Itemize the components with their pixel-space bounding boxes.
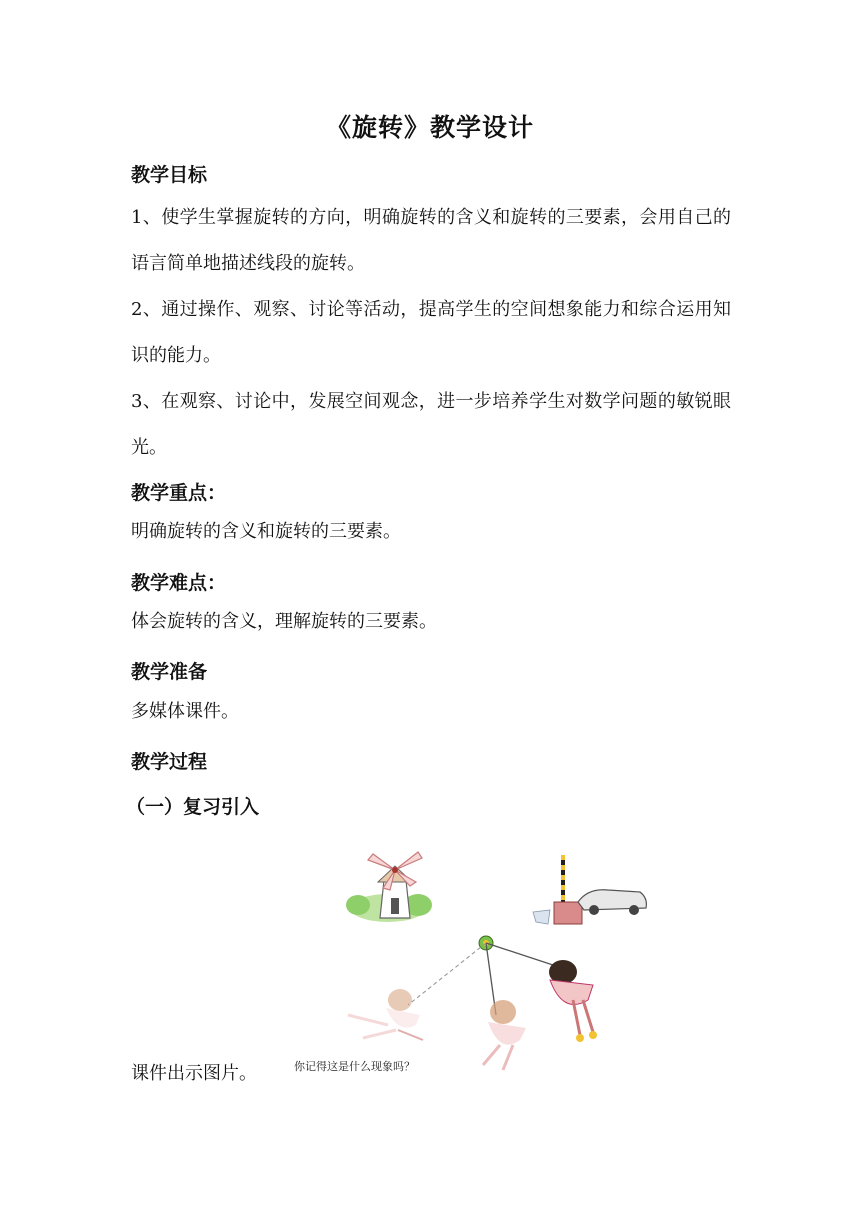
objective-3: 3、在观察、讨论中，发展空间观念，进一步培养学生对数学问题的敏锐眼光。 xyxy=(131,391,731,458)
step-1-caption: 课件出示图片。 xyxy=(131,1063,257,1084)
key-point-heading: 教学重点： xyxy=(131,482,227,504)
swing-picture xyxy=(348,936,597,1070)
objective-2: 2、通过操作、观察、讨论等活动，提高学生的空间想象能力和综合运用知识的能力。 xyxy=(131,299,731,366)
difficulty-heading: 教学难点： xyxy=(131,572,227,594)
illustration-caption: 你记得这是什么现象吗？ xyxy=(294,1060,415,1073)
barrier-gate-picture xyxy=(533,855,646,924)
document-title: 《旋转》教学设计 xyxy=(325,113,534,142)
step-1-heading: （一）复习引入 xyxy=(126,796,260,818)
rotation-illustration xyxy=(288,840,668,1085)
process-heading: 教学过程 xyxy=(131,751,208,773)
windmill-picture xyxy=(346,852,432,922)
preparation-text: 多媒体课件。 xyxy=(131,701,239,722)
key-point-text: 明确旋转的含义和旋转的三要素。 xyxy=(131,521,401,542)
difficulty-text: 体会旋转的含义，理解旋转的三要素。 xyxy=(131,611,437,632)
objectives-heading: 教学目标 xyxy=(131,164,208,186)
preparation-heading: 教学准备 xyxy=(131,661,208,683)
objective-1: 1、使学生掌握旋转的方向，明确旋转的含义和旋转的三要素，会用自己的语言简单地描述线段的旋转。 xyxy=(131,207,731,274)
